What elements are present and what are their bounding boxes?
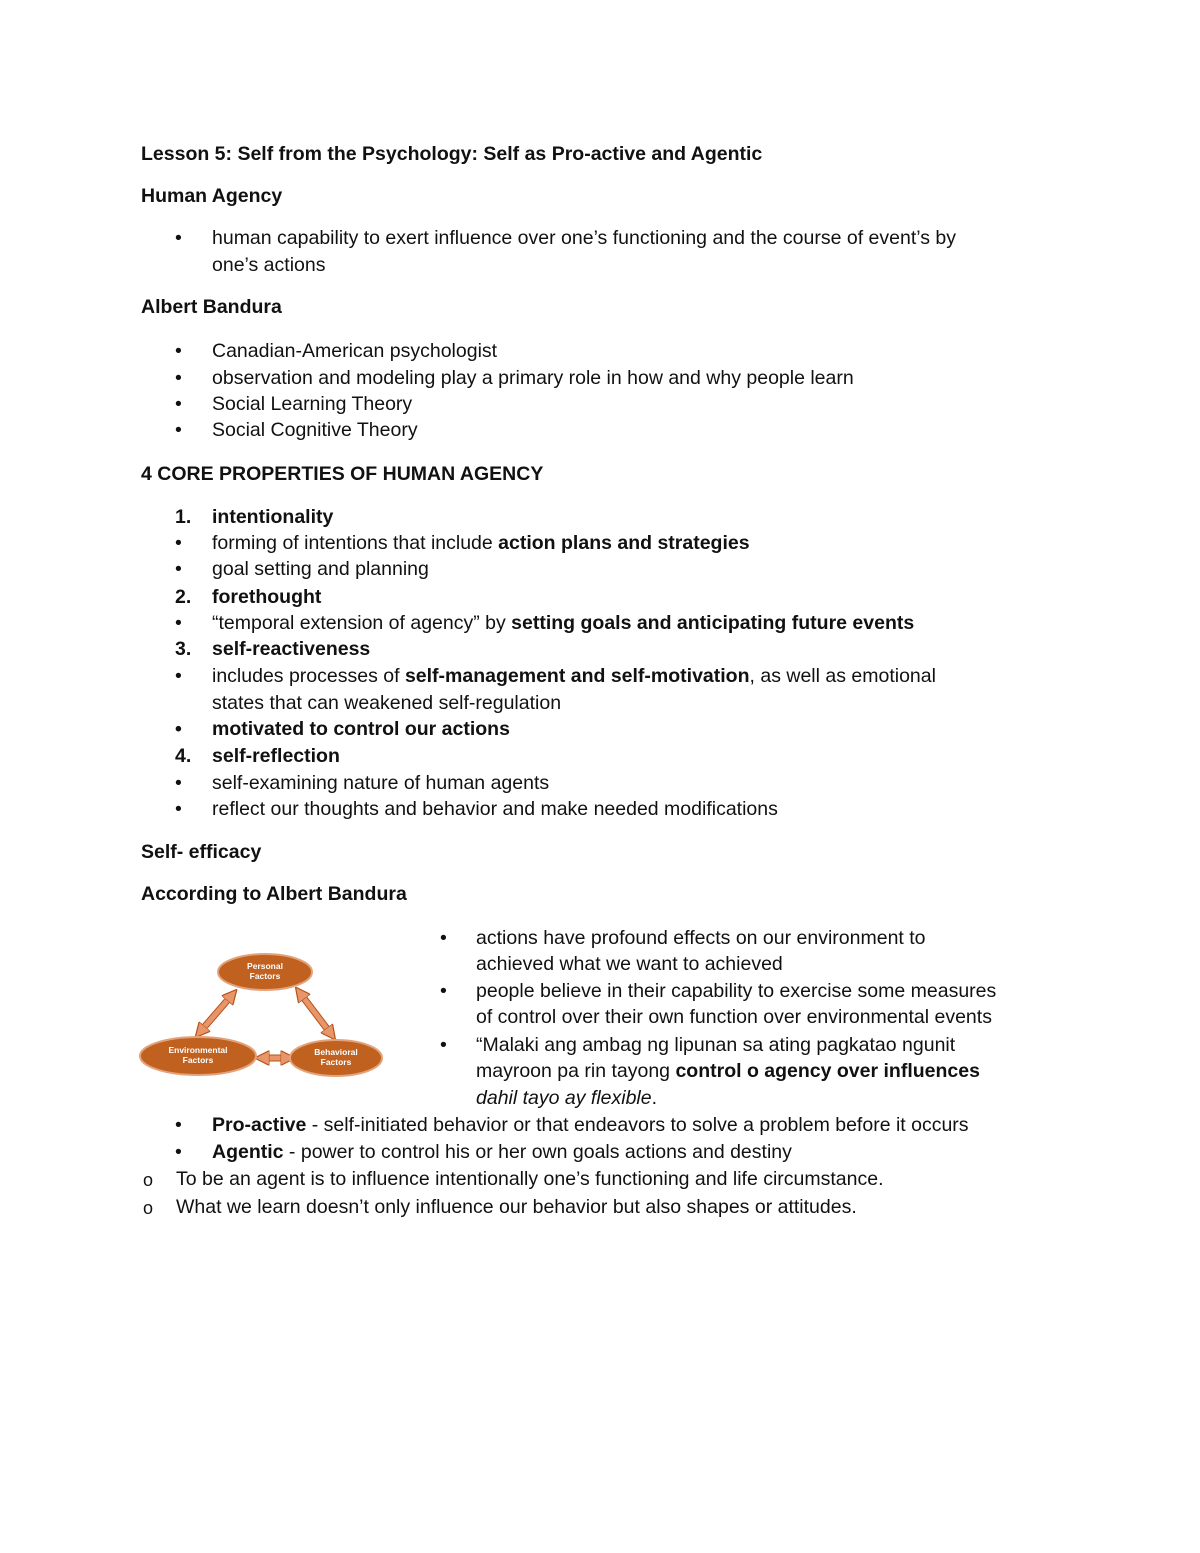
property-title: self-reflection	[212, 745, 340, 767]
property-title: forethought	[212, 586, 322, 608]
human-agency-definition-line1: human capability to exert influence over one’s functioning and the course of event’s by	[212, 227, 956, 249]
agent-statement: To be an agent is to influence intentionally one’s functioning and life circumstance.	[176, 1168, 884, 1190]
svg-text:Environmental: Environmental	[168, 1045, 228, 1055]
double-arrow-icon	[200, 995, 232, 1032]
bullet-icon: •	[175, 227, 182, 249]
property-bullet: goal setting and planning	[212, 558, 429, 580]
bullet-icon: •	[175, 532, 182, 554]
bullet-icon: •	[440, 980, 447, 1002]
triadic-reciprocal-diagram	[138, 948, 388, 1082]
bullet-icon: •	[175, 419, 182, 441]
bullet-icon: •	[175, 1141, 182, 1163]
bullet-icon: •	[175, 612, 182, 634]
svg-text:Personal: Personal	[247, 961, 283, 971]
property-number: 3.	[175, 638, 192, 660]
bullet-icon: •	[175, 665, 182, 687]
property-number: 1.	[175, 506, 192, 528]
environmental-factors-node	[140, 1037, 256, 1075]
circle-bullet-icon: o	[143, 1170, 154, 1190]
core-properties-heading: 4 CORE PROPERTIES OF HUMAN AGENCY	[141, 463, 544, 485]
bullet-icon: •	[175, 718, 182, 740]
bullet-icon: •	[440, 927, 447, 949]
bullet-icon: •	[175, 1114, 182, 1136]
property-bullet-continuation: states that can weakened self-regulation	[212, 692, 562, 714]
property-bullet: forming of intentions that include action plans and strategies	[212, 532, 750, 554]
bullet-icon: •	[440, 1034, 447, 1056]
circle-bullet-icon: o	[143, 1198, 154, 1218]
bandura-item: Social Cognitive Theory	[212, 419, 418, 441]
property-bullet: self-examining nature of human agents	[212, 772, 550, 794]
self-efficacy-subheading: According to Albert Bandura	[141, 883, 407, 905]
page-title: Lesson 5: Self from the Psychology: Self as Pro-active and Agentic	[141, 143, 763, 165]
bullet-icon: •	[175, 558, 182, 580]
svg-text:Factors: Factors	[182, 1055, 214, 1065]
agentic-definition: Agentic - power to control his or her own goals actions and destiny	[212, 1141, 792, 1163]
learning-statement: What we learn doesn’t only influence our behavior but also shapes or attitudes.	[176, 1196, 857, 1218]
bullet-icon: •	[175, 772, 182, 794]
bullet-icon: •	[175, 367, 182, 389]
efficacy-bullet-continuation: achieved what we want to achieved	[476, 953, 783, 975]
bandura-item: Canadian-American psychologist	[212, 340, 498, 362]
efficacy-bullet: actions have profound effects on our environment to	[476, 927, 926, 949]
svg-text:Behavioral: Behavioral	[314, 1047, 358, 1057]
property-title: self-reactiveness	[212, 638, 371, 660]
efficacy-bullet: “Malaki ang ambag ng lipunan sa ating pagkatao ngunit	[476, 1034, 956, 1056]
property-bullet: includes processes of self-management and self-motivation, as well as emotional	[212, 665, 936, 687]
property-bullet: motivated to control our actions	[212, 718, 510, 740]
self-efficacy-heading: Self- efficacy	[141, 841, 262, 863]
human-agency-heading: Human Agency	[141, 185, 283, 207]
efficacy-bullet: people believe in their capability to exercise some measures	[476, 980, 997, 1002]
efficacy-bullet-continuation: dahil tayo ay flexible.	[476, 1087, 658, 1109]
property-bullet: reflect our thoughts and behavior and make needed modifications	[212, 798, 778, 820]
property-number: 4.	[175, 745, 192, 767]
behavioral-factors-node	[290, 1040, 382, 1076]
bandura-item: Social Learning Theory	[212, 393, 413, 415]
efficacy-bullet-continuation: mayroon pa rin tayong control o agency over influences	[476, 1060, 980, 1082]
property-number: 2.	[175, 586, 192, 608]
personal-factors-node	[218, 954, 312, 990]
property-title: intentionality	[212, 506, 334, 528]
bandura-item: observation and modeling play a primary role in how and why people learn	[212, 367, 854, 389]
bullet-icon: •	[175, 798, 182, 820]
svg-text:Factors: Factors	[320, 1057, 352, 1067]
bullet-icon: •	[175, 340, 182, 362]
efficacy-bullet-continuation: of control over their own function over environmental events	[476, 1006, 992, 1028]
bullet-icon: •	[175, 393, 182, 415]
svg-text:Factors: Factors	[249, 971, 281, 981]
property-bullet: “temporal extension of agency” by setting goals and anticipating future events	[212, 612, 915, 634]
human-agency-definition-line2: one’s actions	[212, 254, 326, 276]
double-arrow-icon	[300, 993, 331, 1034]
proactive-definition: Pro-active - self-initiated behavior or that endeavors to solve a problem before it occurs	[212, 1114, 969, 1136]
bandura-heading: Albert Bandura	[141, 296, 282, 318]
